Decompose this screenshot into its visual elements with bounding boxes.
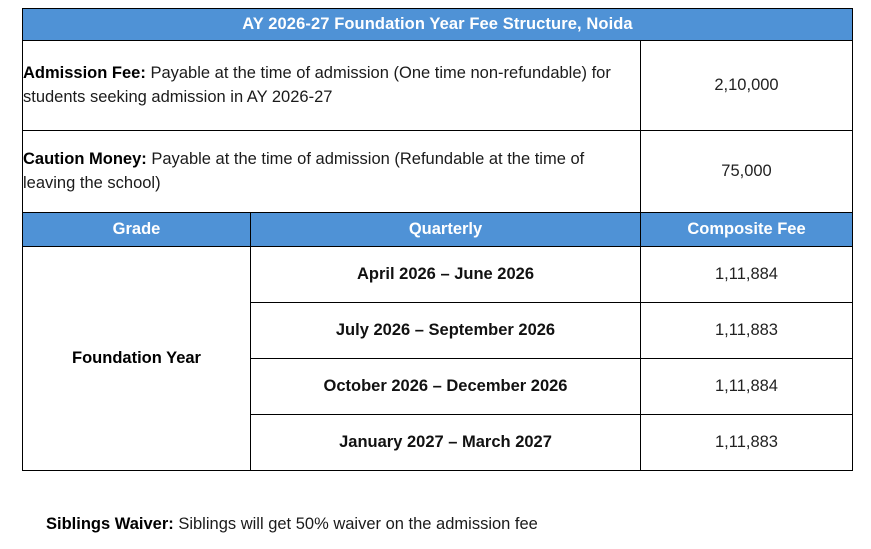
admission-fee-text: Payable at the time of admission (One time non-refundable) for students seeking admission in AY 2026-27	[23, 63, 611, 106]
admission-fee-description	[23, 41, 641, 131]
caution-money-amount: 75,000	[641, 131, 853, 213]
quarter-composite-fee: 1,11,883	[641, 415, 853, 471]
caution-money-text: Payable at the time of admission (Refundable at the time of leaving the school)	[23, 149, 585, 192]
table-title-row	[23, 9, 853, 41]
table-title: AY 2026-27 Foundation Year Fee Structure, Noida	[23, 9, 853, 41]
fee-structure-table	[22, 8, 853, 471]
grade-foundation-year: Foundation Year	[23, 247, 251, 471]
caution-money-description	[23, 131, 641, 213]
quarter-period: July 2026 – September 2026	[251, 303, 641, 359]
quarter-period: April 2026 – June 2026	[251, 247, 641, 303]
caution-money-label: Caution Money:	[23, 149, 147, 168]
quarter-composite-fee: 1,11,883	[641, 303, 853, 359]
column-header-composite-fee: Composite Fee	[641, 213, 853, 247]
table-row	[23, 131, 853, 213]
column-header-grade: Grade	[23, 213, 251, 247]
quarter-period: January 2027 – March 2027	[251, 415, 641, 471]
table-row	[23, 41, 853, 131]
table-column-header-row	[23, 213, 853, 247]
siblings-waiver-label: Siblings Waiver:	[46, 515, 174, 533]
admission-fee-amount: 2,10,000	[641, 41, 853, 131]
table-row	[23, 247, 853, 303]
quarter-period: October 2026 – December 2026	[251, 359, 641, 415]
column-header-quarterly: Quarterly	[251, 213, 641, 247]
siblings-waiver-note	[46, 513, 538, 536]
quarter-composite-fee: 1,11,884	[641, 247, 853, 303]
admission-fee-label: Admission Fee:	[23, 63, 146, 82]
quarter-composite-fee: 1,11,884	[641, 359, 853, 415]
siblings-waiver-text: Siblings will get 50% waiver on the admission fee	[173, 515, 538, 533]
